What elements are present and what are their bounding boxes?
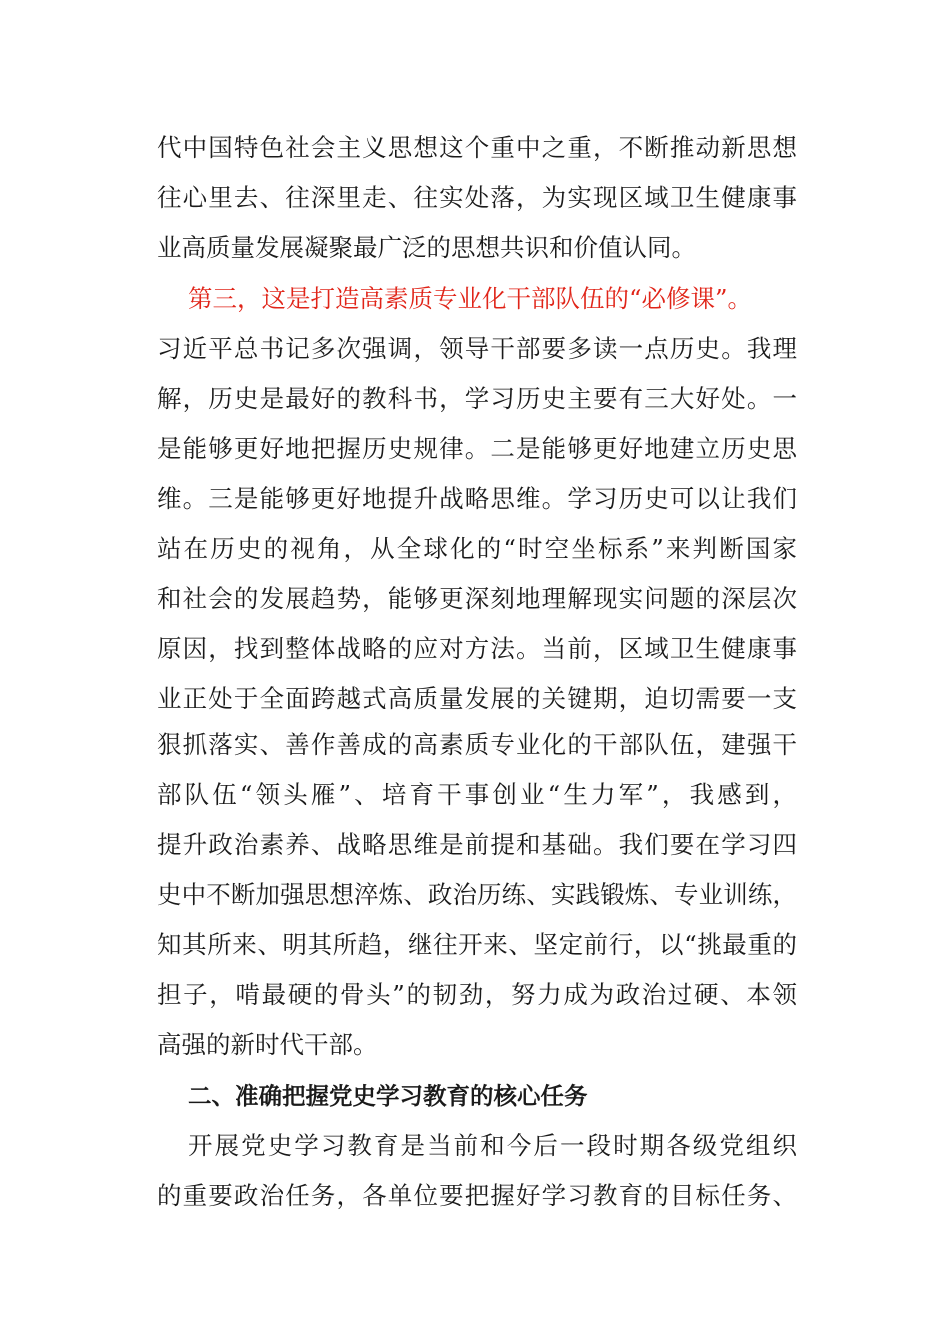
body-text-line: 习近平总书记多次强调，领导干部要多读一点历史。我理	[157, 334, 797, 363]
body-text-line: 解，历史是最好的教科书，学习历史主要有三大好处。一	[157, 384, 797, 413]
body-text-line: 部队伍“领头雁”、培育干事创业“生力军”，我感到，	[157, 780, 797, 809]
highlighted-sentence: 第三，这是打造高素质专业化干部队伍的“必修课”。	[188, 284, 753, 313]
body-text-line: 高强的新时代干部。	[157, 1030, 378, 1059]
body-text-line: 维。三是能够更好地提升战略思维。学习历史可以让我们	[157, 484, 797, 513]
body-text-line: 业正处于全面跨越式高质量发展的关键期，迫切需要一支	[157, 684, 797, 713]
body-text-line: 知其所来、明其所趋，继往开来、坚定前行，以“挑最重的	[157, 930, 797, 959]
body-text-line: 和社会的发展趋势，能够更深刻地理解现实问题的深层次	[157, 584, 797, 613]
body-text-line: 狠抓落实、善作善成的高素质专业化的干部队伍，建强干	[157, 730, 797, 759]
body-text-line: 的重要政治任务，各单位要把握好学习教育的目标任务、	[157, 1181, 797, 1210]
body-text-line: 担子，啃最硬的骨头”的韧劲，努力成为政治过硬、本领	[157, 980, 797, 1009]
body-text-line: 站在历史的视角，从全球化的“时空坐标系”来判断国家	[157, 534, 797, 563]
body-text-line: 原因，找到整体战略的应对方法。当前，区域卫生健康事	[157, 634, 797, 663]
body-text-line: 是能够更好地把握历史规律。二是能够更好地建立历史思	[157, 434, 797, 463]
body-text-line: 代中国特色社会主义思想这个重中之重，不断推动新思想	[157, 133, 797, 162]
body-text-line: 往心里去、往深里走、往实处落，为实现区域卫生健康事	[157, 183, 797, 212]
body-text-line: 提升政治素养、战略思维是前提和基础。我们要在学习四	[157, 830, 797, 859]
body-text-line: 开展党史学习教育是当前和今后一段时期各级党组织	[188, 1131, 797, 1160]
body-text-line: 业高质量发展凝聚最广泛的思想共识和价值认同。	[157, 233, 696, 262]
body-text-line: 史中不断加强思想淬炼、政治历练、实践锻炼、专业训练，	[157, 880, 797, 909]
section-heading: 二、准确把握党史学习教育的核心任务	[188, 1082, 588, 1110]
